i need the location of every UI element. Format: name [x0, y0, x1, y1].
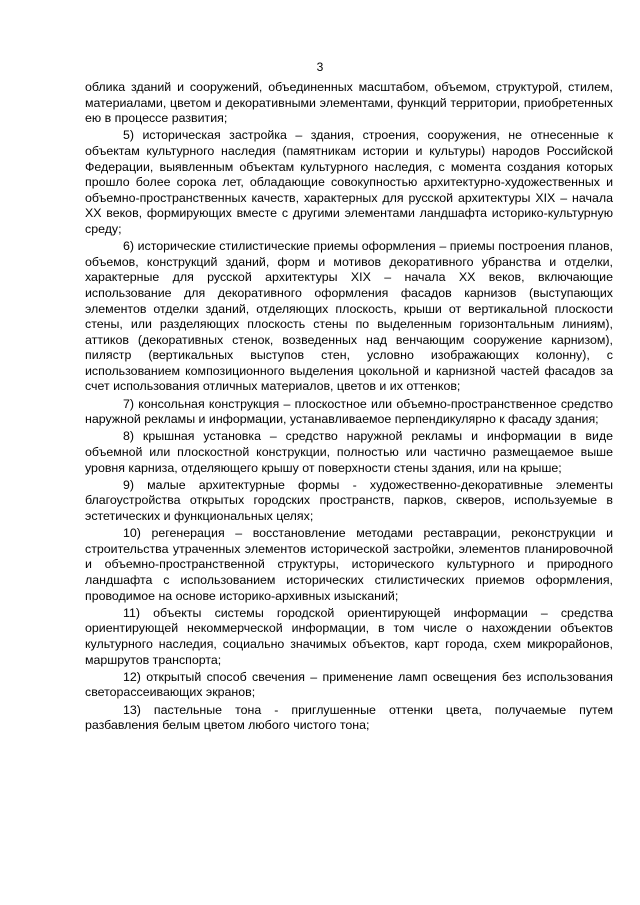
paragraph: 12) открытый способ свечения – применение ламп освещения без использования светорассеивающих экранов;: [85, 669, 613, 700]
document-body: [85, 80, 613, 735]
paragraph: облика зданий и сооружений, объединенных масштабом, объемом, структурой, стилем, материалами, цветом и декоративными элементами, функций территории, приобретенных ею в процессе развития;: [85, 80, 613, 126]
paragraph: 13) пастельные тона - приглушенные оттенки цвета, получаемые путем разбавления белым цветом любого чистого тона;: [85, 702, 613, 733]
paragraph: 11) объекты системы городской ориентирующей информации – средства ориентирующей некоммерческой информации, в том числе о нахождении объектов культурного наследия, социально значимых объектов, карт города, схем микрорайонов, маршрутов транспорта;: [85, 605, 613, 667]
paragraph: 10) регенерация – восстановление методами реставрации, реконструкции и строительства утраченных элементов исторической застройки, элементов планировочной и объемно-пространственной структуры, исторического культурного и природного ландшафта с использованием исторических стилистических приемов оформления, проводимое на основе историко-архивных изысканий;: [85, 526, 613, 603]
paragraph: 6) исторические стилистические приемы оформления – приемы построения планов, объемов, конструкций зданий, форм и мотивов декоративного убранства и отделки, характерные для русской архитектуры XIX – начала XX веков, включающие использование для декоративного оформления фасадов карнизов (выступающих элементов отделки зданий, отделяющих плоскость, крыши от вертикальной плоскости стены, или разделяющих плоскость стены по выделенным горизонтальным линиям), аттиков (декоративных стенок, возведенных над венчающим сооружение карнизом), пилястр (вертикальных выступов стен, условно изображающих колонну), с использованием композиционного выделения цокольной и карнизной частей фасадов за счет использования отличных материалов, цветов и их оттенков;: [85, 239, 613, 394]
paragraph: 5) историческая застройка – здания, строения, сооружения, не отнесенные к объектам культурного наследия (памятникам истории и культуры) народов Российской Федерации, выявленным объектам культурного наследия, с момента создания которых прошло более сорока лет, обладающие совокупностью архитектурно-художественных и объемно-пространственных качеств, характерных для русской архитектуры XIX – начала XX веков, формирующих вместе с другими элементами ландшафта историко-культурную среду;: [85, 128, 613, 236]
page-number: 3: [316, 60, 324, 74]
paragraph: 8) крышная установка – средство наружной рекламы и информации в виде объемной или плоскостной конструкции, полностью или частично размещаемое выше уровня карниза, отделяющего крышу от поверхности стены здания, или на крыше;: [85, 429, 613, 475]
paragraph: 9) малые архитектурные формы - художественно-декоративные элементы благоустройства открытых городских пространств, парков, скверов, используемые в эстетических и функциональных целях;: [85, 477, 613, 523]
paragraph: 7) консольная конструкция – плоскостное или объемно-пространственное средство наружной рекламы и информации, устанавливаемое перпендикулярно к фасаду здания;: [85, 396, 613, 427]
